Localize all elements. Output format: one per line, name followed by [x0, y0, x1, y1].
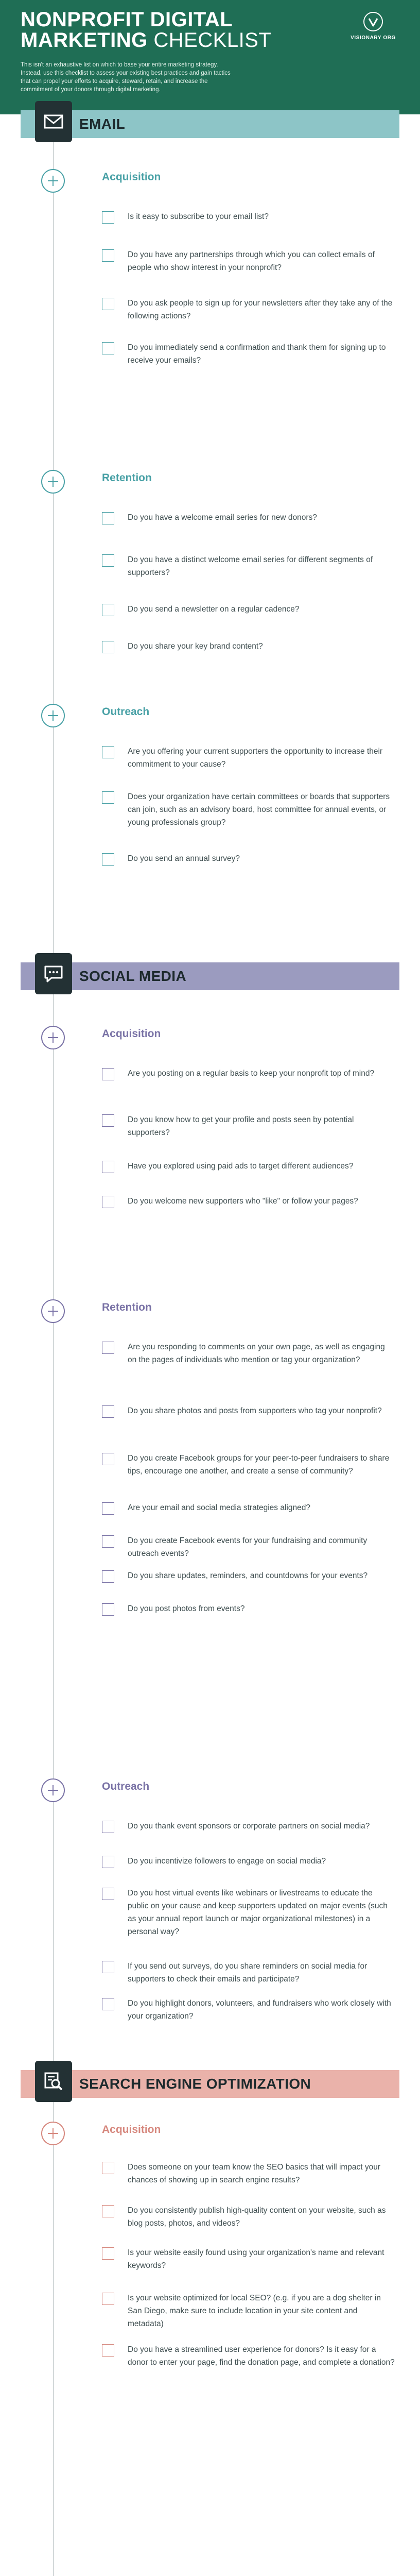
checklist-item-text: Do you incentivize followers to engage on social media? [128, 1857, 326, 1866]
checklist-item-text: Do you have a welcome email series for new donors? [128, 513, 317, 522]
checklist-item-text: Do you share photos and posts from supporters who tag your nonprofit? [128, 1406, 382, 1415]
plus-icon [41, 1026, 65, 1049]
section-bar [21, 962, 399, 990]
checklist-item-text: Do you create Facebook events for your fundraising and community outreach events? [128, 1536, 367, 1558]
checklist-item-text: Do you have any partnerships through which you can collect emails of people who show interest in your nonprofit? [128, 250, 375, 272]
subsection-label-retention: Retention [102, 472, 152, 484]
subsection-label-acquisition: Acquisition [102, 1028, 161, 1040]
checklist-item-text: Do you have a distinct welcome email series for different segments of supporters? [128, 555, 373, 577]
checklist-item-text: Do you consistently publish high-quality content on your website, such as blog posts, photos, and videos? [128, 2206, 386, 2228]
checklist-item-text: Do you post photos from events? [128, 1604, 245, 1613]
header [0, 0, 420, 114]
checklist-item-text: Do you share updates, reminders, and countdowns for your events? [128, 1571, 368, 1580]
subsection-label-outreach: Outreach [102, 1781, 150, 1792]
checkbox[interactable] [102, 2293, 114, 2305]
checkbox[interactable] [102, 2205, 114, 2217]
checkbox[interactable] [102, 1196, 114, 1208]
plus-icon [41, 704, 65, 727]
checklist-item-text: Is your website optimized for local SEO? (e.g. if you are a dog shelter in San Diego, make sure to include location in your site content and metadata) [128, 2294, 381, 2328]
checkbox[interactable] [102, 1342, 114, 1354]
checklist-item-text: Are you posting on a regular basis to keep your nonprofit top of mind? [128, 1069, 375, 1078]
checkbox[interactable] [102, 1068, 114, 1080]
checklist-item-text: Do you highlight donors, volunteers, and fundraisers who work closely with your organization? [128, 1999, 391, 2021]
checkbox[interactable] [102, 791, 114, 804]
chat-bubble-icon [35, 953, 72, 994]
checkbox[interactable] [102, 512, 114, 524]
checkbox[interactable] [102, 1570, 114, 1583]
checkbox[interactable] [102, 342, 114, 354]
checklist-item-text: Do you know how to get your profile and posts seen by potential supporters? [128, 1115, 354, 1137]
subsection-label-acquisition: Acquisition [102, 2124, 161, 2136]
checklist-item-text: Is it easy to subscribe to your email list? [128, 212, 269, 221]
checkbox[interactable] [102, 746, 114, 758]
logo [345, 11, 401, 41]
checklist-item-text: If you send out surveys, do you share reminders on social media for supporters to check their emails and participate? [128, 1962, 367, 1984]
section-title: SOCIAL MEDIA [79, 968, 187, 984]
checkbox[interactable] [102, 1502, 114, 1515]
checklist-item-text: Is your website easily found using your organization's name and relevant keywords? [128, 2248, 384, 2270]
checkbox[interactable] [102, 554, 114, 567]
checkbox[interactable] [102, 298, 114, 310]
logo-name: VISIONARY ORG [351, 35, 396, 41]
checklist-item-text: Are you offering your current supporters the opportunity to increase their commitment to your cause? [128, 747, 383, 769]
checkbox[interactable] [102, 2344, 114, 2357]
checklist-item-text: Are you responding to comments on your own page, as well as engaging on the pages of individuals who mention or tag your organization? [128, 1343, 385, 1364]
checklist-item-text: Are your email and social media strategies aligned? [128, 1503, 310, 1512]
checklist-item-text: Do you send a newsletter on a regular cadence? [128, 605, 300, 614]
checklist-item-text: Do you create Facebook groups for your peer-to-peer fundraisers to share tips, encourage one another, and create a sense of community? [128, 1454, 390, 1476]
checkbox[interactable] [102, 604, 114, 616]
plus-icon [41, 169, 65, 193]
magnifier-page-icon [35, 2061, 72, 2102]
plus-icon [41, 1778, 65, 1802]
title-line-1: NONPROFIT DIGITAL [21, 8, 233, 31]
logo-mark-icon [363, 11, 383, 32]
checklist-item-text: Do you immediately send a confirmation and thank them for signing up to receive your emails? [128, 343, 386, 365]
title-line-2 [21, 30, 271, 50]
subsection-label-outreach: Outreach [102, 706, 150, 718]
checkbox[interactable] [102, 1453, 114, 1465]
checkbox[interactable] [102, 211, 114, 224]
checkbox[interactable] [102, 641, 114, 653]
checklist-item-text: Do you host virtual events like webinars or livestreams to educate the public on your cause and keep supporters updated on major events (such as your annual report launch or major organizational milestones) in a personal way? [128, 1889, 388, 1936]
plus-icon [41, 1299, 65, 1323]
checkbox[interactable] [102, 1114, 114, 1127]
checkbox[interactable] [102, 1535, 114, 1548]
page-title [21, 9, 271, 50]
checkbox[interactable] [102, 1405, 114, 1418]
checkbox[interactable] [102, 1161, 114, 1173]
section-title: EMAIL [79, 116, 126, 132]
checkbox[interactable] [102, 1603, 114, 1616]
checkbox[interactable] [102, 1961, 114, 1973]
checklist-item-text: Does your organization have certain committees or boards that supporters can join, such as an advisory board, host committee for annual events, or young professionals group? [128, 792, 390, 827]
section-bar [21, 110, 399, 138]
email-icon [35, 101, 72, 142]
checkbox[interactable] [102, 2162, 114, 2174]
checkbox[interactable] [102, 1998, 114, 2010]
checklist-item-text: Does someone on your team know the SEO basics that will impact your chances of showing up in search engine results? [128, 2163, 381, 2184]
checklist-item-text: Do you have a streamlined user experience for donors? Is it easy for a donor to enter your page, find the donation page, and complete a donation? [128, 2345, 395, 2367]
section-title: SEARCH ENGINE OPTIMIZATION [79, 2076, 311, 2092]
section-banner-social-media [21, 953, 399, 994]
subsection-label-acquisition: Acquisition [102, 171, 161, 183]
checkbox[interactable] [102, 2247, 114, 2260]
checklist-item-text: Do you send an annual survey? [128, 854, 240, 863]
checkbox[interactable] [102, 853, 114, 866]
checklist-item-text: Do you welcome new supporters who "like" or follow your pages? [128, 1197, 358, 1206]
checkbox[interactable] [102, 249, 114, 262]
checklist-item-text: Do you thank event sponsors or corporate partners on social media? [128, 1822, 370, 1831]
checkbox[interactable] [102, 1821, 114, 1833]
plus-icon [41, 2122, 65, 2145]
subsection-label-retention: Retention [102, 1301, 152, 1313]
title-light: CHECKLIST [153, 29, 272, 52]
checkbox[interactable] [102, 1888, 114, 1900]
checklist-item-text: Do you ask people to sign up for your newsletters after they take any of the following actions? [128, 299, 393, 320]
section-banner-search-engine-optimization [21, 2061, 399, 2102]
checklist-item-text: Do you share your key brand content? [128, 642, 263, 651]
section-banner-email [21, 101, 399, 142]
checklist-item-text: Have you explored using paid ads to target different audiences? [128, 1162, 354, 1171]
checkbox[interactable] [102, 1856, 114, 1868]
title-bold: MARKETING [21, 29, 148, 52]
plus-icon [41, 470, 65, 494]
intro-text: This isn't an exhaustive list on which to base your entire marketing strategy. Instead, use this checklist to assess your existing best practices and gain tactics that can propel your efforts to acquire, steward, retain, and increase the commitment of your donors through digital marketing. [21, 62, 231, 93]
